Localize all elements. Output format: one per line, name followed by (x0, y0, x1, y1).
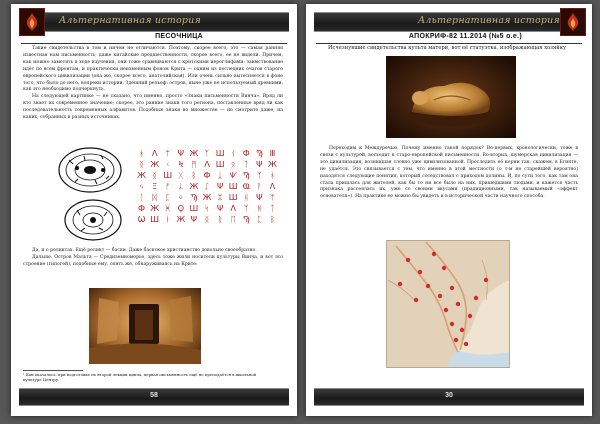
vinca-symbol: ᚹ (256, 180, 262, 191)
vinca-symbol: ᚼ (139, 147, 144, 158)
vinca-symbol: Ж (268, 158, 277, 169)
vinca-symbol: Λ (269, 180, 276, 191)
vinca-symbol: ᛈ (165, 191, 171, 202)
vinca-symbol: ᛉ (256, 169, 262, 180)
vinca-symbol: Ξ (152, 180, 158, 191)
vinca-symbol: ᚷ (178, 169, 184, 180)
vinca-symbol: ᚸ (165, 202, 171, 213)
body-text-top (23, 46, 283, 122)
header-band (314, 12, 584, 32)
vinca-symbol: Ψ (256, 191, 263, 202)
vinca-symbol: ᛉ (204, 147, 210, 158)
vinca-symbol: ᚻ (256, 202, 262, 213)
vinca-symbol: Ҩ (242, 180, 250, 191)
vinca-symbol: Ш (228, 180, 238, 191)
vinca-symbol: ᛏ (269, 202, 275, 213)
vinca-symbol: Ϡ (242, 213, 250, 224)
vinca-symbol: ᛒ (269, 213, 275, 224)
vinca-symbol: Ϡ (190, 191, 198, 202)
footer-band (314, 388, 584, 406)
vinca-symbol: Ж (137, 169, 146, 180)
page-number: 58 (150, 392, 158, 399)
paragraph: На следующей картинке — не сказано, что именно, просто «Знаки письменности Винча». Вряд ли кто знает их современное значение; скорее, это ранние знаки того региона, поставленные вряд ли как последовательность современных алфавитов. Подобные знаки во множестве — не смотрите даже, на каких, собранных в разных источниках. (23, 94, 283, 121)
vinca-symbol: ᛞ (152, 191, 158, 202)
vinca-symbol: ᛝ (139, 158, 144, 169)
vinca-symbol: ᛋ (204, 202, 210, 213)
header-band (19, 12, 289, 32)
vinca-symbol: ᛝ (204, 213, 210, 224)
section-rule (316, 33, 582, 44)
footer-band (19, 388, 289, 406)
section-rule (21, 33, 287, 44)
vinca-symbol: ᛇ (204, 180, 210, 191)
vinca-symbol: Ш (215, 147, 225, 158)
header-title: Альтернативная история (418, 15, 560, 26)
vinca-symbol: ᚺ (243, 191, 249, 202)
vinca-symbol: ᚱ (217, 213, 223, 224)
vinca-symbol: ᛉ (243, 202, 249, 213)
paragraph: Такие свидетельства в том и ничем не отличаются. Поэтому, скорее всего, это — самая ранняя известная нам письменность, даже китайские предшественности, скорее всего, ее не видели. Причем, как можно заметить в ходе изучения, они тоже сравниваются с критскими иероглифами: заимствование идёт по всем фронтам, и практически неизменным фоном Крита — одним из последних очагов старого европейского цивилизации (она же, скорее всего, анатолийская). Или очень сильно вытесняется в фоне того, что было до него, вопреки истории. Здешний рельеф: остров, ныне уже не используемый древними, как это необходимо подчеркнуть. (23, 46, 283, 93)
header-title: Альтернативная история (59, 15, 201, 26)
inscribed-disc-image (63, 198, 123, 242)
vinca-symbol: Ш (163, 169, 173, 180)
vinca-symbol: Ψ (256, 158, 263, 169)
section-label: ПЕСОЧНИЦА (155, 33, 203, 40)
vinca-symbol: Ʌ (204, 158, 210, 169)
vinca-symbol: Ф (138, 202, 146, 213)
vinca-symbol: Ѡ (137, 213, 146, 224)
paragraph: Да, и о реликтах. Ещё реликт — баски. Даже баскское христианство довольно своеобразно. (32, 248, 257, 253)
vinca-symbol: Λ (230, 202, 236, 213)
vinca-symbol: ᛗ (191, 158, 197, 169)
vinca-symbol: ᛃ (139, 180, 144, 191)
magazine-logo-icon (560, 8, 586, 36)
magazine-logo-icon (19, 8, 45, 36)
inscribed-disc-image (57, 146, 123, 194)
vinca-symbol: Ѱ (229, 169, 237, 180)
vinca-symbol: Ш (228, 191, 238, 202)
footnote-rule (23, 370, 83, 371)
vinca-symbol: ᚾ (230, 147, 236, 158)
vinca-symbol: Ж (150, 202, 160, 213)
vinca-symbol: Ж (176, 213, 186, 224)
vinca-symbol: ᛟ (230, 158, 236, 169)
vinca-symbol: ᛈ (256, 213, 262, 224)
vinca-symbol: Ш (189, 202, 199, 213)
vinca-symbol: Ϟ (178, 158, 184, 169)
vinca-symbol: ᚠ (165, 180, 171, 191)
vinca-symbol: ᛏ (243, 158, 249, 169)
vinca-symbol: Ж (202, 191, 212, 202)
right-page (306, 4, 592, 416)
vinca-symbol: ᛓ (165, 213, 171, 224)
vinca-symbol: ᛒ (191, 169, 197, 180)
hypogeum-photo (89, 288, 201, 364)
vinca-symbol: Ψ (216, 202, 224, 213)
paragraph: Дальше. Остров Мальта — Средиземноморье, здесь тоже жили носители культуры Винча, и вот это строение (гипогей), подобные ему, опять же, обнаруживаясь на Крите: (23, 254, 283, 267)
vinca-symbol: ᛚ (139, 191, 144, 202)
vinca-symbol: ᛦ (178, 180, 184, 191)
vinca-symbol: ᛘ (165, 147, 171, 158)
vinca-symbol: ᛖ (230, 213, 236, 224)
vinca-symbol: Ж (189, 180, 199, 191)
left-page (11, 4, 297, 416)
vinca-symbol: ᛣ (217, 169, 223, 180)
vinca-symbol: Λ (151, 147, 158, 158)
vinca-symbol: Ш (215, 158, 225, 169)
vinca-symbol: ᚼ (269, 169, 275, 180)
paragraph: Переходим к Междуречью. Почему именно такой порядок? Во-первых, хронологически, тоже в связи с культурой, восходит к старо-европейской письменности. Во-вторых, шумерская цивилизация — это цивилизация, возникшая словно уже цивилизованной. Проследить её корни так, скажем, в Египте, не удаётся. Это связывается с тем, что именно в этой местности (о т-м не старейшей вероятно) находятся следующие понятия, который соседствовал с приходом долины. И, по сути того, как там она стала пришлась для жителей, как бы то ни все было на них, пришедшими людьми, и кажется часть признака рассеялась их, уже со своими вкусами (прадиционными, так называемый «эффект основателя»). На практике ее можно бы увидеть и в исторической части научного способа. (320, 146, 578, 200)
section-label: АПОКРИФ-82 11.2014 (№5 о.е.) (408, 33, 522, 40)
vinca-symbol: ᚲ (165, 158, 171, 169)
vinca-symbol: ᛜ (178, 191, 184, 202)
body-text-bottom (23, 248, 283, 269)
vinca-symbol: Ш (150, 213, 159, 224)
vinca-symbol: Ψ (216, 180, 224, 191)
vinca-symbol: Ψ (190, 213, 198, 224)
figure-caption: Исчезнувшие свидетельства культа матери, вот её статуэтка, изображающая хозяйку (328, 45, 567, 51)
vinca-symbol: Ϡ (242, 169, 250, 180)
page-number: 30 (445, 392, 453, 399)
vinca-symbol: Ⅲ (269, 147, 276, 158)
sleeping-lady-figurine-photo (386, 56, 516, 138)
vinca-symbol: ᛝ (152, 169, 158, 180)
vinca-symbol: Ж (189, 147, 199, 158)
vinca-symbol: ᛯ (217, 191, 223, 202)
body-text (320, 146, 578, 201)
vinca-symbol: Ϡ (255, 147, 263, 158)
vinca-symbol-table (135, 147, 279, 237)
vinca-symbol: Ф (242, 147, 250, 158)
vinca-symbol: Ψ (177, 147, 185, 158)
footnote: ¹ Как оказалось, при подготовке по второй лекции цикла, первая письменность ещё не преподаётся в школьной культуре Центру. (23, 372, 257, 383)
vinca-symbol: Ϙ (177, 202, 185, 213)
vinca-symbol: Ж (150, 158, 160, 169)
vinca-symbol: ᛘ (269, 191, 275, 202)
mesopotamia-map (386, 240, 510, 368)
vinca-symbol: Ф (203, 169, 211, 180)
